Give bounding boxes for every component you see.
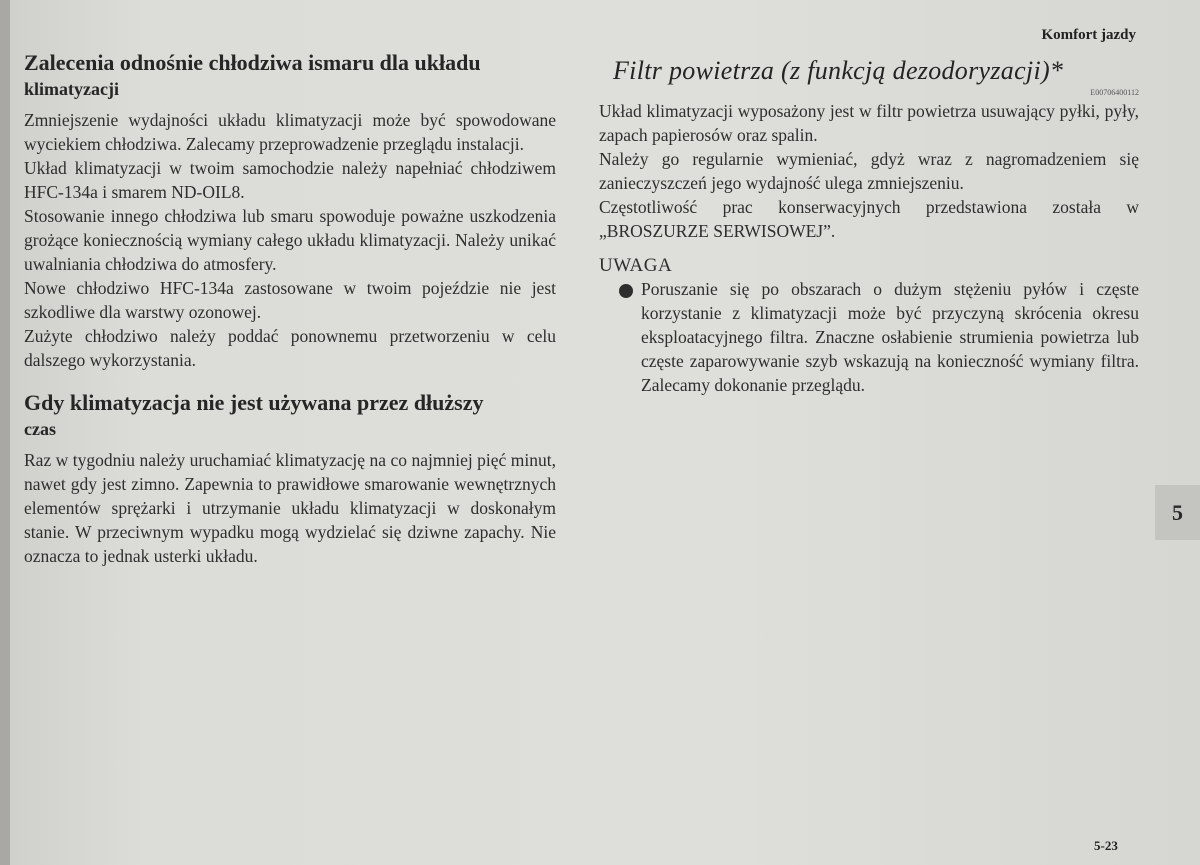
note-bullet-item (599, 277, 1139, 397)
paragraph: Układ klimatyzacji w twoim samochodzie należy napełniać chłodziwem HFC-134a i smarem ND-OIL8. (24, 158, 556, 202)
section-heading-continuation: czas (24, 419, 56, 439)
paragraph: Należy go regularnie wymieniać, gdyż wraz z nagromadzeniem się zanieczyszczeń jego wydajność ulega zmniejszeniu. (599, 149, 1139, 193)
section-heading-text: Zalecenia odnośnie chłodziwa ismaru dla układu (24, 50, 481, 75)
reference-code: E00706400112 (1090, 88, 1139, 97)
bullet-dot-icon (619, 284, 633, 298)
paragraph: Raz w tygodniu należy uruchamiać klimatyzację na co najmniej pięć minut, nawet gdy jest zimno. Zapewnia to prawidłowe smarowanie wewnętrznych elementów sprężarki i utrzymanie układu klimatyzacji w doskonałym stanie. W przeciwnym wypadku mogą wydzielać się dziwne zapachy. Nie oznacza to jednak usterki układu. (24, 450, 556, 566)
paragraph: Stosowanie innego chłodziwa lub smaru spowoduje poważne uszkodzenia grożące koniecznością wymiany całego układu klimatyzacji. Należy unikać uwalniania chłodziwa do atmosfery. (24, 206, 556, 274)
section-heading-text: Gdy klimatyzacja nie jest używana przez dłuższy (24, 390, 484, 415)
section-heading-unused (24, 390, 556, 442)
chapter-tab (1155, 485, 1200, 540)
right-column (599, 56, 1139, 397)
page-number: 5-23 (1094, 838, 1118, 853)
left-column (24, 50, 556, 568)
chapter-header: Komfort jazdy (1041, 27, 1136, 43)
section-title-air-filter: Filtr powietrza (z funkcją dezodoryzacji)* (613, 56, 1064, 85)
chapter-tab-number: 5 (1172, 499, 1183, 525)
paragraph: Zużyte chłodziwo należy poddać ponownemu przetworzeniu w celu dalszego wykorzystania. (24, 326, 556, 370)
paragraph: Zmniejszenie wydajności układu klimatyzacji może być spowodowane wyciekiem chłodziwa. Zalecamy przeprowadzenie przeglądu instalacji. (24, 110, 556, 154)
section-heading-continuation: klimatyzacji (24, 79, 119, 99)
note-heading: UWAGA (599, 255, 673, 276)
paragraph: Układ klimatyzacji wyposażony jest w filtr powietrza usuwający pyłki, pyły, zapach papierosów oraz spalin. (599, 101, 1139, 145)
page-spine (0, 0, 10, 865)
section-heading-coolant (24, 50, 556, 102)
paragraph: Częstotliwość prac konserwacyjnych przedstawiona została w „BROSZURZE SERWISOWEJ”. (599, 197, 1139, 241)
note-text: Poruszanie się po obszarach o dużym stężeniu pyłów i częste korzystanie z klimatyzacji może być przyczyną skrócenia okresu eksploatacyjnego filtra. Znaczne osłabienie strumienia powietrza lub częste zaparowywanie szyb wskazują na konieczność wymiany filtra. Zalecamy dokonanie przeglądu. (641, 279, 1139, 395)
paragraph: Nowe chłodziwo HFC-134a zastosowane w twoim pojeździe nie jest szkodliwe dla warstwy ozonowej. (24, 278, 556, 322)
